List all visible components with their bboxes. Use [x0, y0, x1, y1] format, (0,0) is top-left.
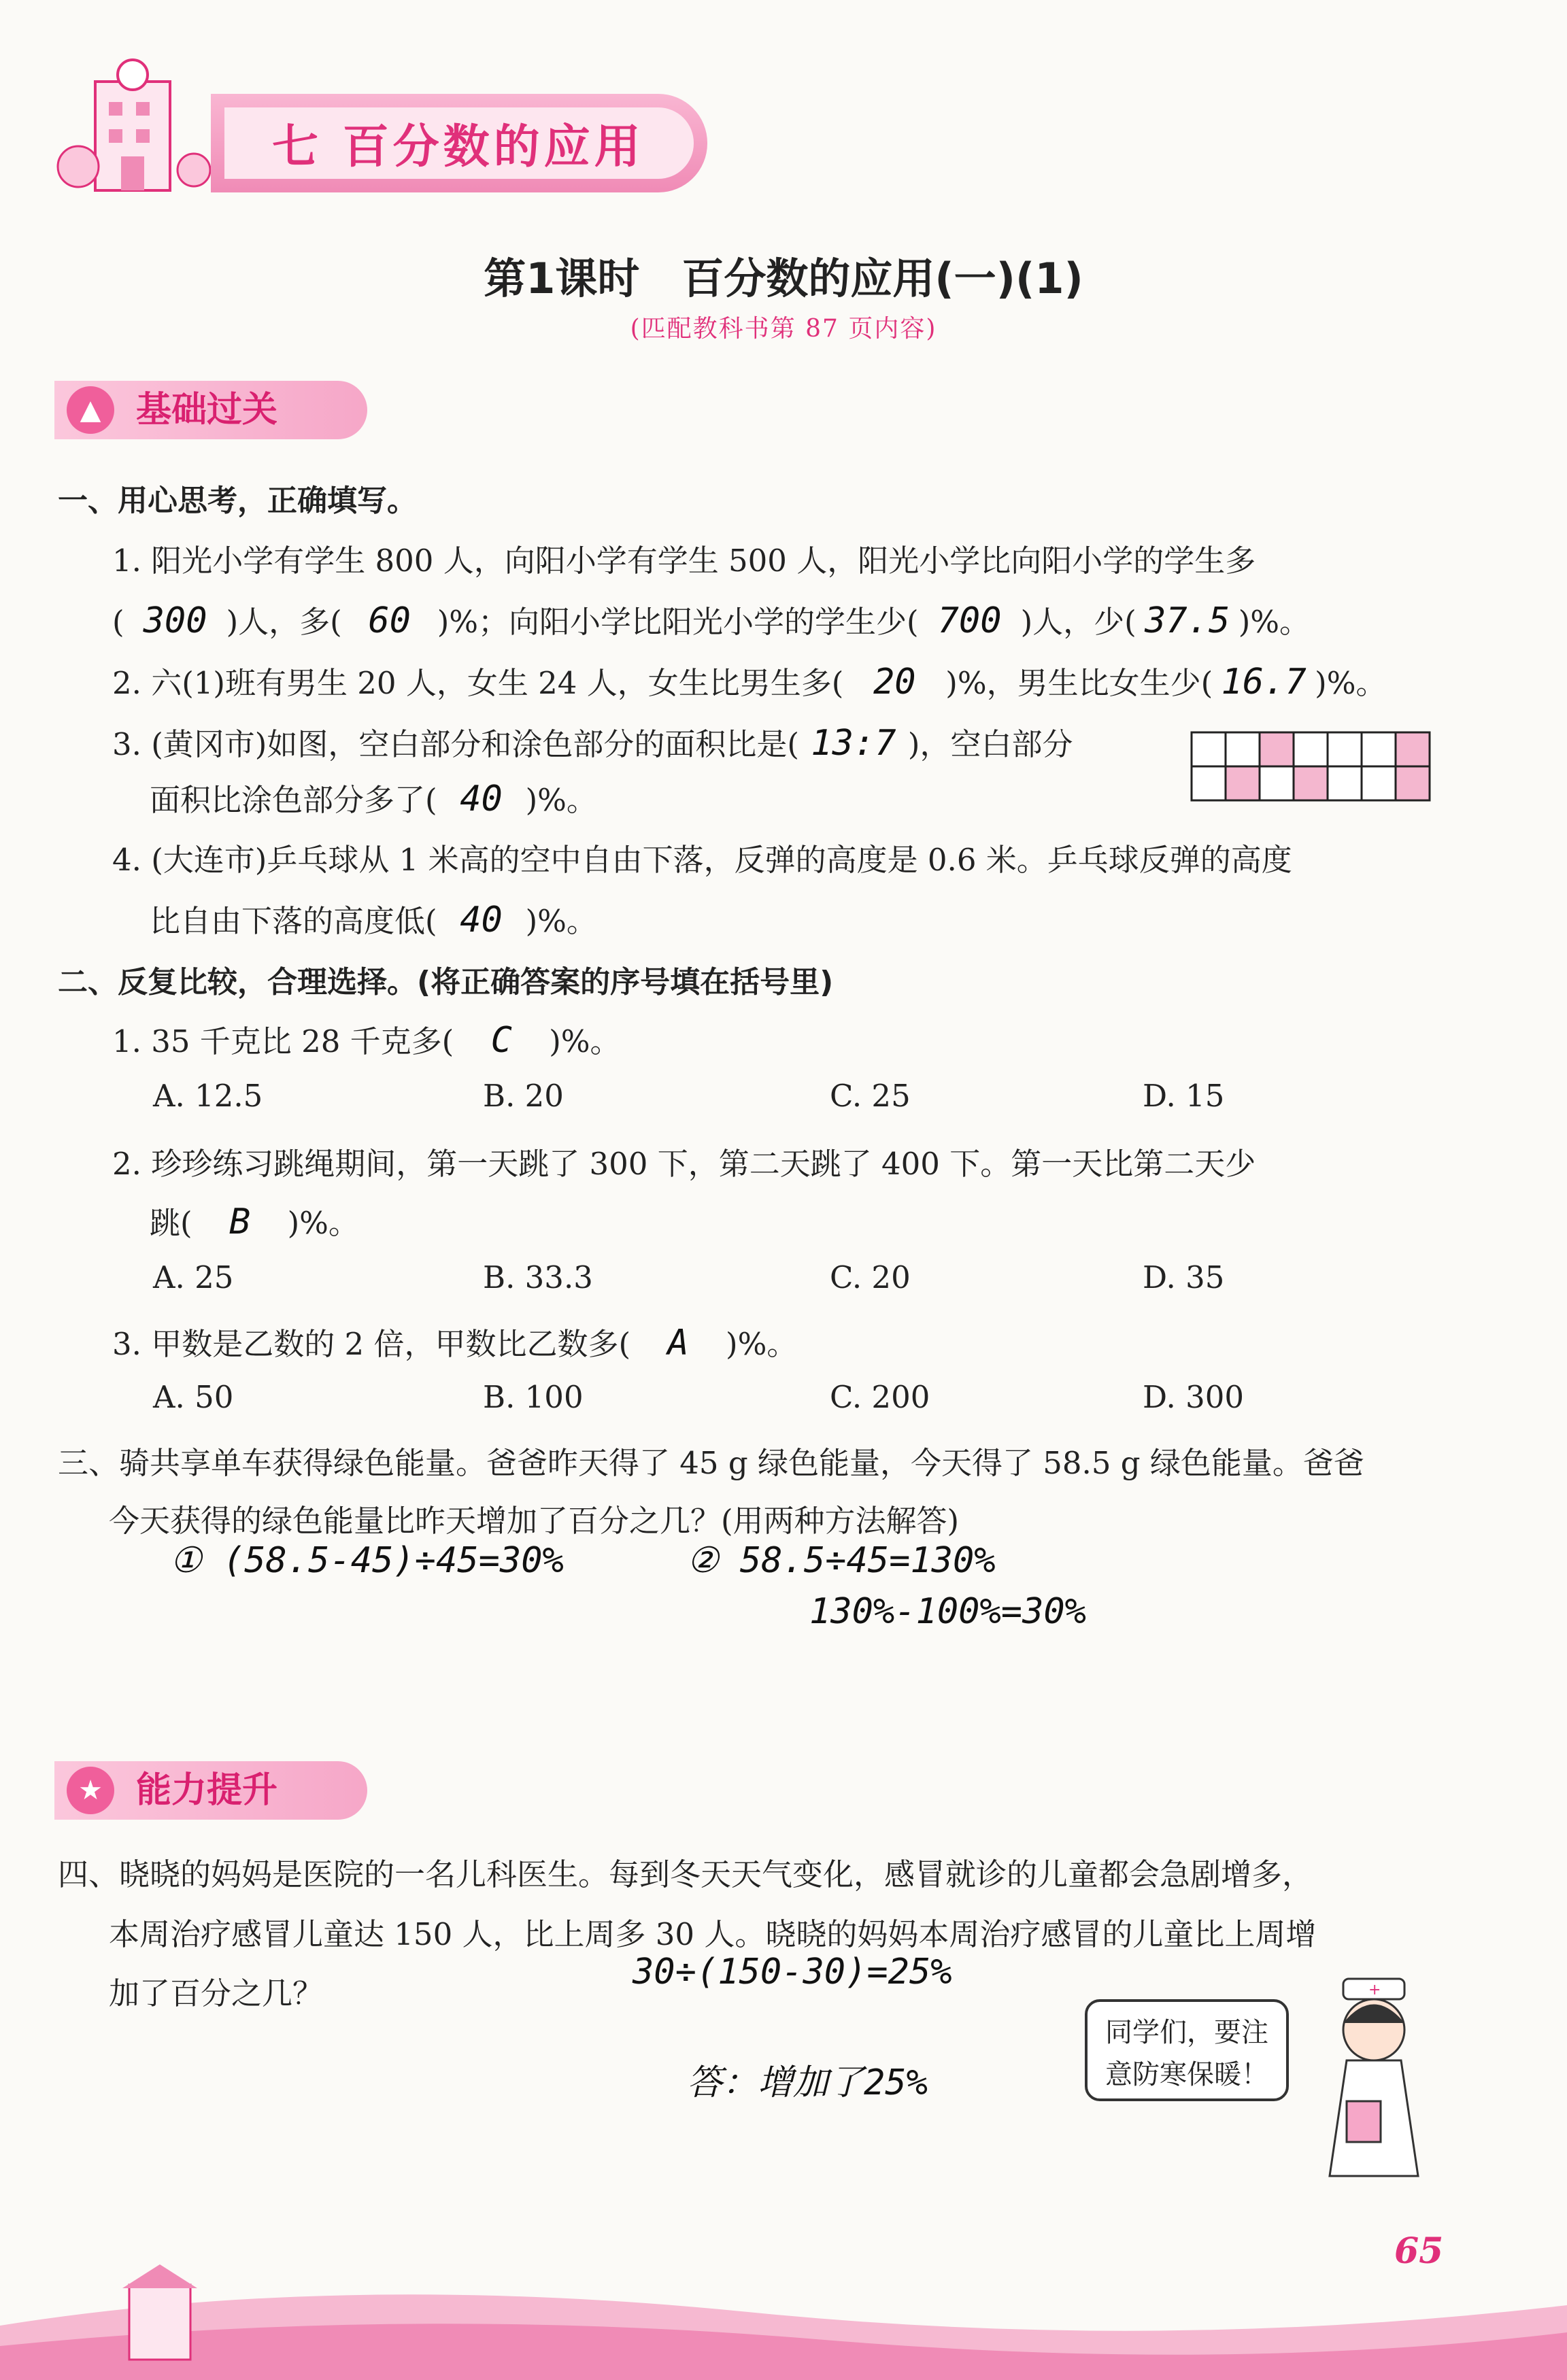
- part4-solution[interactable]: 30÷(150-30)=25%: [633, 1952, 952, 1992]
- grid-cell-shaded: [1226, 766, 1260, 800]
- grid-cell-blank: [1192, 766, 1226, 800]
- grid-cell-shaded: [1260, 732, 1294, 766]
- grid-cell-blank: [1328, 732, 1362, 766]
- grid-cell-blank: [1362, 732, 1396, 766]
- section-basic-label: 基础过关: [136, 390, 278, 430]
- q1-line1: 1. 阳光小学有学生 800 人，向阳小学有学生 500 人，阳光小学比向阳小学的学生多: [112, 543, 1256, 579]
- grid-cell-shaded: [1396, 732, 1430, 766]
- section-advanced-label: 能力提升: [136, 1770, 278, 1811]
- q1-answer-2[interactable]: 60: [368, 600, 411, 641]
- q1-line2: ( 300 )人，多( 60 )%；向阳小学比阳光小学的学生少( 700 )人，少( 37.5 )%。: [112, 600, 1311, 641]
- grid-cell-blank: [1328, 766, 1362, 800]
- lesson-subtitle: (匹配教科书第 87 页内容): [630, 315, 937, 343]
- grid-cell-shaded: [1294, 766, 1328, 800]
- page-number: 65: [1394, 2230, 1444, 2272]
- q1-answer-3[interactable]: 700: [937, 600, 1002, 641]
- p2-q2-line1: 2. 珍珍练习跳绳期间，第一天跳了 300 下，第二天跳了 400 下。第一天比第二天少: [112, 1146, 1256, 1182]
- p2-q3-option-a[interactable]: A. 50: [153, 1379, 234, 1415]
- q4-line2: 比自由下落的高度低( 40 )%。: [150, 900, 597, 940]
- p2-q3-answer[interactable]: A: [667, 1323, 689, 1363]
- p2-q1-line: 1. 35 千克比 28 千克多( C )%。: [112, 1020, 621, 1061]
- p2-q2-line2: 跳( B )%。: [150, 1202, 359, 1242]
- footer-decoration: [0, 2264, 1567, 2380]
- p2-q2-option-c[interactable]: C. 20: [830, 1259, 911, 1295]
- q2-answer-1[interactable]: 20: [873, 662, 916, 702]
- part4-line3: 加了百分之几？: [109, 1975, 324, 2011]
- q4-line1: 4. (大连市)乒乓球从 1 米高的空中自由下落，反弹的高度是 0.6 米。乒乓球反弹的高度: [112, 842, 1292, 878]
- svg-text:+: +: [1368, 1982, 1381, 1999]
- part3-line1: 三、骑共享单车获得绿色能量。爸爸昨天得了 45 g 绿色能量，今天得了 58.5 g 绿色能量。爸爸: [58, 1445, 1364, 1481]
- p2-q1-option-c[interactable]: C. 25: [830, 1078, 911, 1114]
- part3-method2-step2[interactable]: 130%-100%=30%: [809, 1591, 1086, 1632]
- grid-cell-blank: [1226, 732, 1260, 766]
- lesson-title: 第1课时 百分数的应用(一)(1): [484, 254, 1083, 303]
- q3-answer-2[interactable]: 40: [460, 779, 503, 819]
- part3-line2: 今天获得的绿色能量比昨天增加了百分之几？(用两种方法解答): [109, 1503, 960, 1539]
- grid-cell-blank: [1192, 732, 1226, 766]
- shaded-grid-figure: [1190, 731, 1435, 806]
- p2-q1-option-a[interactable]: A. 12.5: [153, 1078, 263, 1114]
- trophy-icon: ★: [67, 1767, 114, 1814]
- section-advanced-tag: [54, 1761, 367, 1820]
- grid-cell-shaded: [1396, 766, 1430, 800]
- p2-q3-option-c[interactable]: C. 200: [830, 1379, 930, 1415]
- graduation-cap-icon: ▲: [67, 386, 114, 434]
- q2-answer-2[interactable]: 16.7: [1221, 662, 1307, 702]
- q3-line2: 面积比涂色部分多了( 40 )%。: [150, 779, 597, 819]
- part2-heading: 二、反复比较，合理选择。(将正确答案的序号填在括号里): [58, 965, 834, 1000]
- grid-cell-blank: [1260, 766, 1294, 800]
- part4-line2: 本周治疗感冒儿童达 150 人，比上周多 30 人。晓晓的妈妈本周治疗感冒的儿童比上周增: [109, 1916, 1317, 1952]
- part4-line1: 四、晓晓的妈妈是医院的一名儿科医生。每到冬天天气变化，感冒就诊的儿童都会急剧增多，: [58, 1856, 1313, 1892]
- q1-answer-4[interactable]: 37.5: [1145, 600, 1230, 641]
- school-building-icon: [48, 54, 224, 204]
- section-basic-tag: [54, 381, 367, 439]
- q1-answer-1[interactable]: 300: [143, 600, 207, 641]
- p2-q2-option-d[interactable]: D. 35: [1143, 1259, 1225, 1295]
- p2-q3-option-b[interactable]: B. 100: [483, 1379, 584, 1415]
- speech-bubble: [1085, 1999, 1289, 2101]
- grid-cell-blank: [1362, 766, 1396, 800]
- q3-answer-1[interactable]: 13:7: [811, 723, 896, 764]
- q3-line1: 3. (黄冈市)如图，空白部分和涂色部分的面积比是( 13:7 )，空白部分: [112, 723, 1073, 764]
- chapter-title: 七 百分数的应用: [272, 120, 645, 174]
- grid-cell-blank: [1294, 732, 1328, 766]
- p2-q2-option-a[interactable]: A. 25: [153, 1259, 234, 1295]
- nurse-illustration-icon: [1306, 1972, 1442, 2190]
- q4-answer[interactable]: 40: [460, 900, 503, 940]
- part3-method2[interactable]: ② 58.5÷45=130%: [687, 1540, 996, 1581]
- p2-q1-option-b[interactable]: B. 20: [483, 1078, 564, 1114]
- part3-method1[interactable]: ① (58.5-45)÷45=30%: [170, 1540, 564, 1581]
- p2-q1-option-d[interactable]: D. 15: [1143, 1078, 1225, 1114]
- p2-q1-answer[interactable]: C: [490, 1020, 512, 1061]
- bubble-line1: 同学们，要注: [1105, 2017, 1268, 2048]
- p2-q3-line: 3. 甲数是乙数的 2 倍，甲数比乙数多( A )%。: [112, 1323, 798, 1363]
- q2-line: 2. 六(1)班有男生 20 人，女生 24 人，女生比男生多( 20 )%，男生比女生少( 16.7 )%。: [112, 662, 1387, 702]
- p2-q2-option-b[interactable]: B. 33.3: [483, 1259, 593, 1295]
- p2-q2-answer[interactable]: B: [229, 1202, 251, 1242]
- part1-heading: 一、用心思考，正确填写。: [58, 483, 417, 518]
- bubble-line2: 意防寒保暖！: [1105, 2059, 1268, 2090]
- part4-answer[interactable]: 答：增加了25%: [687, 2062, 928, 2103]
- p2-q3-option-d[interactable]: D. 300: [1143, 1379, 1244, 1415]
